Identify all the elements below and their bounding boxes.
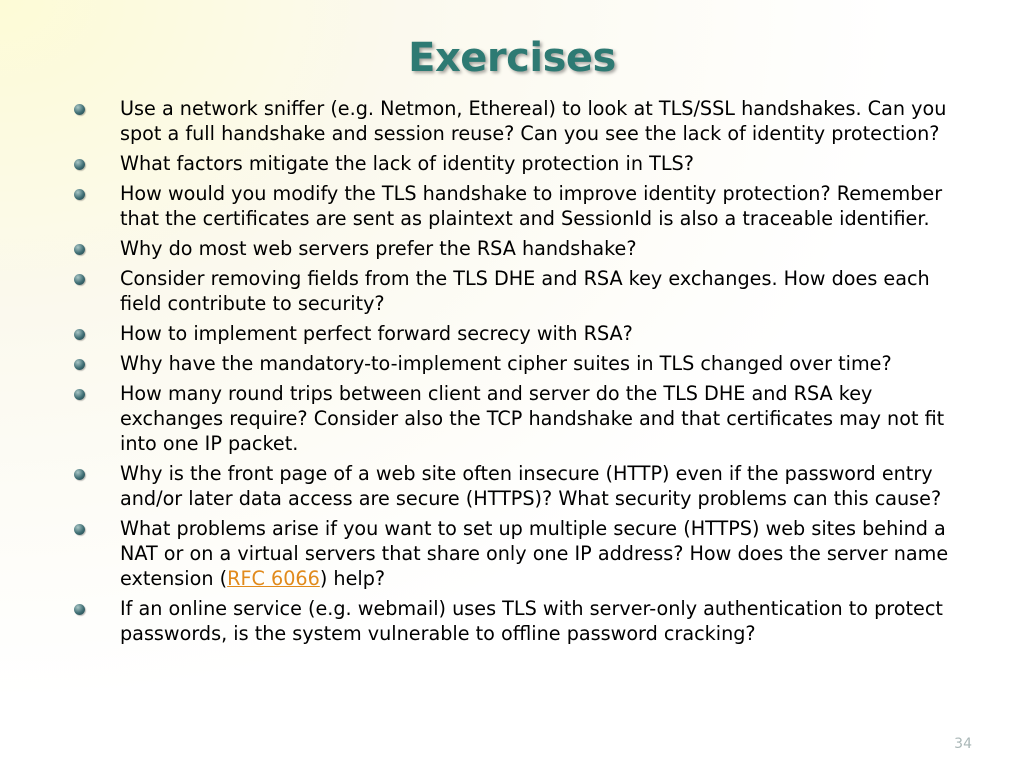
- bullet-icon: [74, 524, 85, 535]
- bullet-list: [72, 96, 972, 651]
- page-number: 34: [954, 736, 972, 752]
- bullet-item: [72, 181, 972, 231]
- bullet-icon: [74, 244, 85, 255]
- bullet-item: [72, 351, 972, 376]
- bullet-text-before-link: What problems arise if you want to set up multiple secure (HTTPS) web sites behind a NAT or on a virtual servers that share only one IP address? How does the server name extension (: [120, 517, 949, 590]
- bullet-text: Consider removing fields from the TLS DHE and RSA key exchanges. How does each field contribute to security?: [120, 267, 930, 315]
- bullet-icon: [74, 359, 85, 370]
- bullet-item: [72, 236, 972, 261]
- bullet-item: [72, 516, 972, 591]
- bullet-text: Why is the front page of a web site often insecure (HTTP) even if the password entry and/or later data access are secure (HTTPS)? What security problems can this cause?: [120, 462, 942, 510]
- bullet-text-after-link: ) help?: [319, 567, 386, 590]
- bullet-text: If an online service (e.g. webmail) uses TLS with server-only authentication to protect passwords, is the system vulnerable to offline password cracking?: [120, 597, 943, 645]
- bullet-text: What factors mitigate the lack of identity protection in TLS?: [120, 152, 694, 175]
- bullet-item: [72, 321, 972, 346]
- bullet-text: Use a network sniffer (e.g. Netmon, Ethereal) to look at TLS/SSL handshakes. Can you spot a full handshake and session reuse? Can you see the lack of identity protection?: [120, 97, 947, 145]
- bullet-icon: [74, 329, 85, 340]
- bullet-item: [72, 596, 972, 646]
- bullet-item: [72, 96, 972, 146]
- rfc-6066-link[interactable]: RFC 6066: [227, 567, 320, 590]
- bullet-item: [72, 151, 972, 176]
- bullet-text: How would you modify the TLS handshake to improve identity protection? Remember that the certificates are sent as plaintext and SessionId is also a traceable identifier.: [120, 182, 943, 230]
- bullet-icon: [74, 389, 85, 400]
- bullet-icon: [74, 104, 85, 115]
- bullet-icon: [74, 274, 85, 285]
- bullet-text: Why do most web servers prefer the RSA handshake?: [120, 237, 637, 260]
- slide-title: Exercises: [408, 35, 616, 81]
- bullet-icon: [74, 159, 85, 170]
- bullet-text: How many round trips between client and server do the TLS DHE and RSA key exchanges require? Consider also the TCP handshake and that certificates may not fit into one IP packet.: [120, 382, 945, 455]
- bullet-item: [72, 461, 972, 511]
- bullet-icon: [74, 469, 85, 480]
- bullet-text: How to implement perfect forward secrecy with RSA?: [120, 322, 633, 345]
- bullet-text: Why have the mandatory-to-implement cipher suites in TLS changed over time?: [120, 352, 892, 375]
- bullet-icon: [74, 189, 85, 200]
- bullet-item: [72, 266, 972, 316]
- bullet-item: [72, 381, 972, 456]
- bullet-icon: [74, 604, 85, 615]
